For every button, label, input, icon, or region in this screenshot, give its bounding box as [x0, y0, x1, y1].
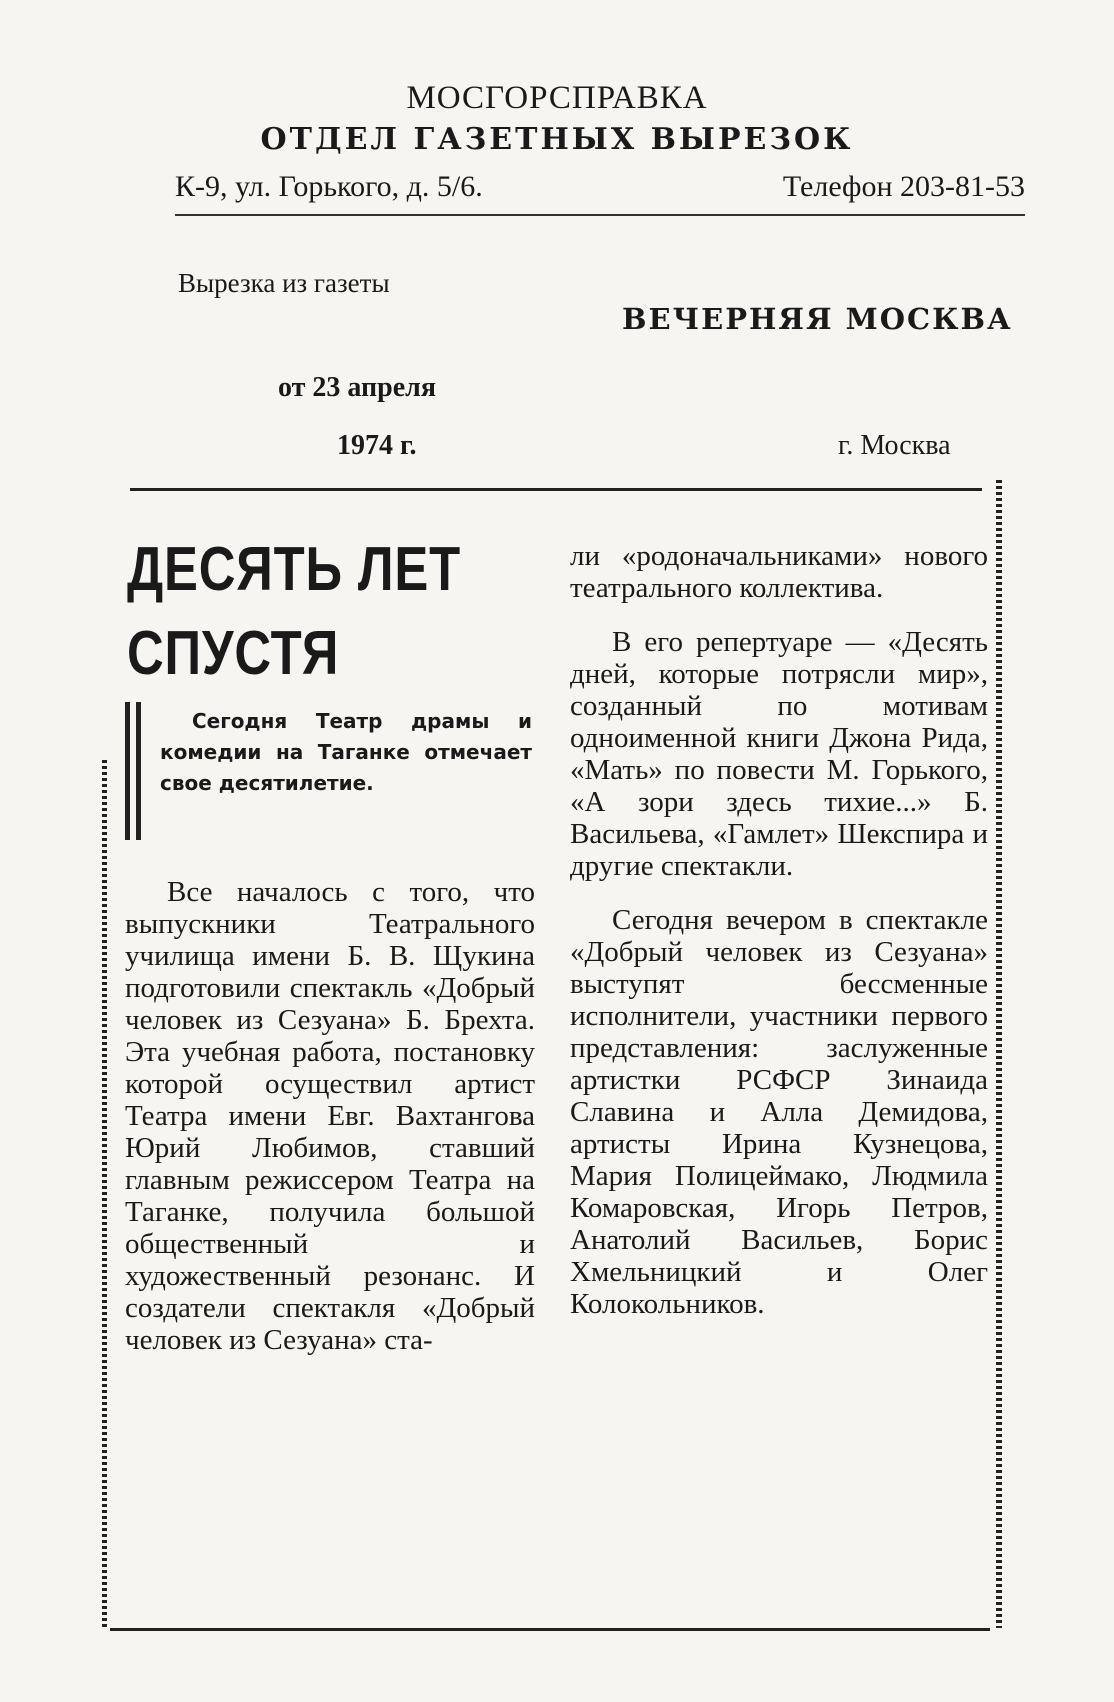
phone: Телефон 203-81-53	[782, 170, 1025, 203]
lead-marker	[125, 702, 141, 840]
agency-name: МОСГОРСПРАВКА	[406, 80, 708, 116]
address: К-9, ул. Горького, д. 5/6.	[175, 170, 483, 203]
right-cut-edge	[996, 480, 1002, 1628]
paragraph: Сегодня вечером в спектакле «Добрый человек из Сезуана» выступят бессменные исполнители, участники первого представления: заслуженные артистки РСФСР Зинаида Славина и Алла Демидова, артисты Ирина Кузнецова, Мария Полицеймако, Людмила Комаровская, Игорь Петров, Анатолий Васильев, Борис Хмельницкий и Олег Колокольников.	[570, 904, 988, 1320]
clipping-city: г. Москва	[838, 430, 951, 461]
paragraph: В его репертуаре — «Десять дней, которые потрясли мир», созданный по мотивам одноименной книги Джона Рида, «Мать» по повести М. Горького, «А зори здесь тихие...» Б. Васильева, «Гамлет» Шекспира и другие спектакли.	[570, 626, 988, 882]
article-title: ДЕСЯТЬ ЛЕТ СПУСТЯ	[127, 535, 461, 688]
paragraph: ли «родоначальниками» нового театрального коллектива.	[570, 540, 988, 604]
clipping-date: от 23 апреля	[278, 372, 437, 403]
clipping-label: Вырезка из газеты	[178, 268, 390, 298]
paragraph: Все началось с того, что выпускники Театрального училища имени Б. В. Щукина подготовили спектакль «Добрый человек из Сезуана» Б. Брехта. Эта учебная работа, постановку которой осуществил артист Театра имени Евг. Вахтангова Юрий Любимов, ставший главным режиссером Театра на Таганке, получила большой общественный и художественный резонанс. И создатели спектакля «Добрый человек из Сезуана» ста-	[125, 876, 535, 1356]
article-lead: Сегодня Театр драмы и комедии на Таганке отмечает свое десятилетие.	[160, 709, 532, 795]
clipping-year: 1974 г.	[337, 430, 417, 461]
article-column-1	[125, 876, 535, 1356]
article-column-2	[570, 540, 988, 1320]
bottom-rule	[110, 1628, 990, 1631]
left-cut-edge	[102, 760, 107, 1630]
top-rule	[130, 488, 982, 491]
address-line	[175, 170, 1025, 216]
department-name: ОТДЕЛ ГАЗЕТНЫХ ВЫРЕЗОК	[260, 122, 854, 157]
newspaper-name: ВЕЧЕРНЯЯ МОСКВА	[622, 302, 1013, 336]
